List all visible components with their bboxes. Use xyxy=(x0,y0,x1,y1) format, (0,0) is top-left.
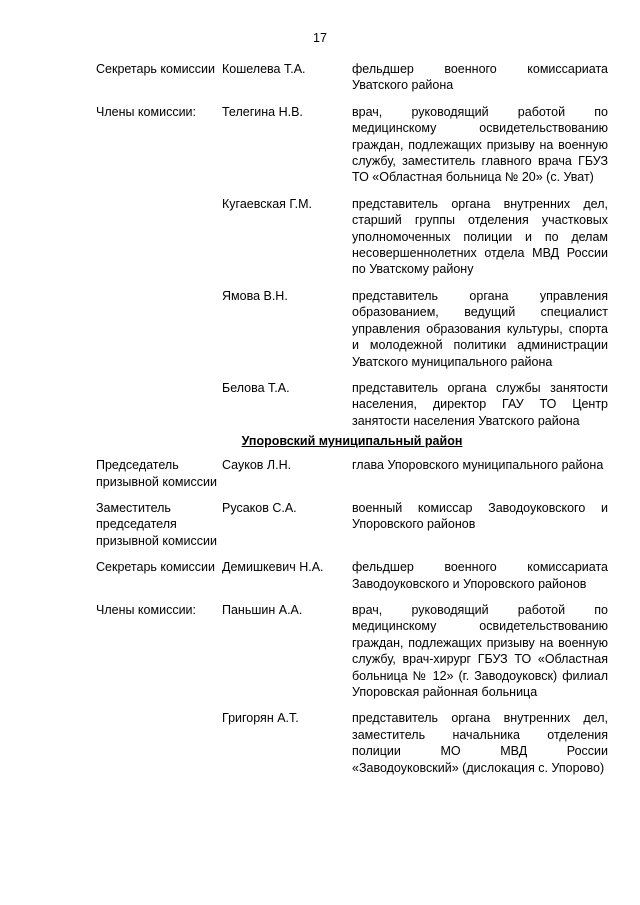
member-name: Сауков Л.Н. xyxy=(222,458,292,473)
member-role: Секретарь комиссии xyxy=(96,560,216,575)
member-position: врач, руководящий работой по медицинскому освидетельствованию граждан, подлежащих призыву на военную службу, врач-хирург ГБУЗ ТО «Областная больница № 12» (г. Заводоуковск) филиал Упоровская районная больница xyxy=(352,602,608,699)
member-position: фельдшер военного комиссариата Уватского района xyxy=(352,62,608,93)
member-row xyxy=(96,104,608,186)
member-name: Паньшин А.А. xyxy=(222,602,303,617)
commission-list xyxy=(96,61,608,786)
member-role xyxy=(96,196,222,278)
member-position: глава Упоровского муниципального района xyxy=(352,458,604,473)
member-position: представитель органа службы занятости населения, директор ГАУ ТО Центр занятости населения Уватского района xyxy=(352,380,608,428)
section-heading: Упоровский муниципальный район xyxy=(241,434,463,449)
member-role: Заместитель председателя призывной комиссии xyxy=(96,500,217,548)
member-row xyxy=(96,710,608,776)
member-name: Кошелева Т.А. xyxy=(222,62,306,76)
member-position: военный комиссар Заводоуковского и Упоровского районов xyxy=(352,500,608,532)
member-name: Кугаевская Г.М. xyxy=(222,196,313,211)
member-position: врач, руководящий работой по медицинскому освидетельствованию граждан, подлежащих призыву на военную службу, заместитель главного врача ГБУЗ ТО «Областная больница № 20» (с. Уват) xyxy=(352,104,608,185)
member-role: Председатель призывной комиссии xyxy=(96,458,217,489)
member-name: Телегина Н.В. xyxy=(222,104,303,119)
member-role xyxy=(96,288,222,370)
member-name: Григорян А.Т. xyxy=(222,711,299,726)
member-name: Ямова В.Н. xyxy=(222,288,288,303)
member-role: Секретарь комиссии xyxy=(96,62,216,76)
member-row xyxy=(96,288,608,370)
member-row xyxy=(96,457,608,490)
member-row xyxy=(96,559,608,592)
member-row xyxy=(96,61,608,94)
member-row xyxy=(96,500,608,549)
member-role xyxy=(96,380,222,429)
member-role xyxy=(96,710,222,776)
member-row xyxy=(96,380,608,429)
member-role: Члены комиссии: xyxy=(96,602,197,617)
member-name: Демишкевич Н.А. xyxy=(222,560,324,575)
member-position: фельдшер военного комиссариата Заводоуковского и Упоровского районов xyxy=(352,560,608,591)
member-row xyxy=(96,602,608,700)
member-position: представитель органа управления образованием, ведущий специалист управления образования культуры, спорта и молодежной политики администрации Уватского муниципального района xyxy=(352,288,608,369)
member-name: Белова Т.А. xyxy=(222,380,290,395)
member-name: Русаков С.А. xyxy=(222,500,297,515)
member-role: Члены комиссии: xyxy=(96,104,197,119)
member-position: представитель органа внутренних дел, заместитель начальника отделения полиции МО МВД России «Заводоуковский» (дислокация с. Упорово) xyxy=(352,711,608,775)
member-position: представитель органа внутренних дел, старший группы отделения участковых уполномоченных полиции и по делам несовершеннолетних отдела МВД России по Уватскому району xyxy=(352,196,608,277)
page-number: 17 xyxy=(313,31,327,45)
member-row xyxy=(96,196,608,278)
